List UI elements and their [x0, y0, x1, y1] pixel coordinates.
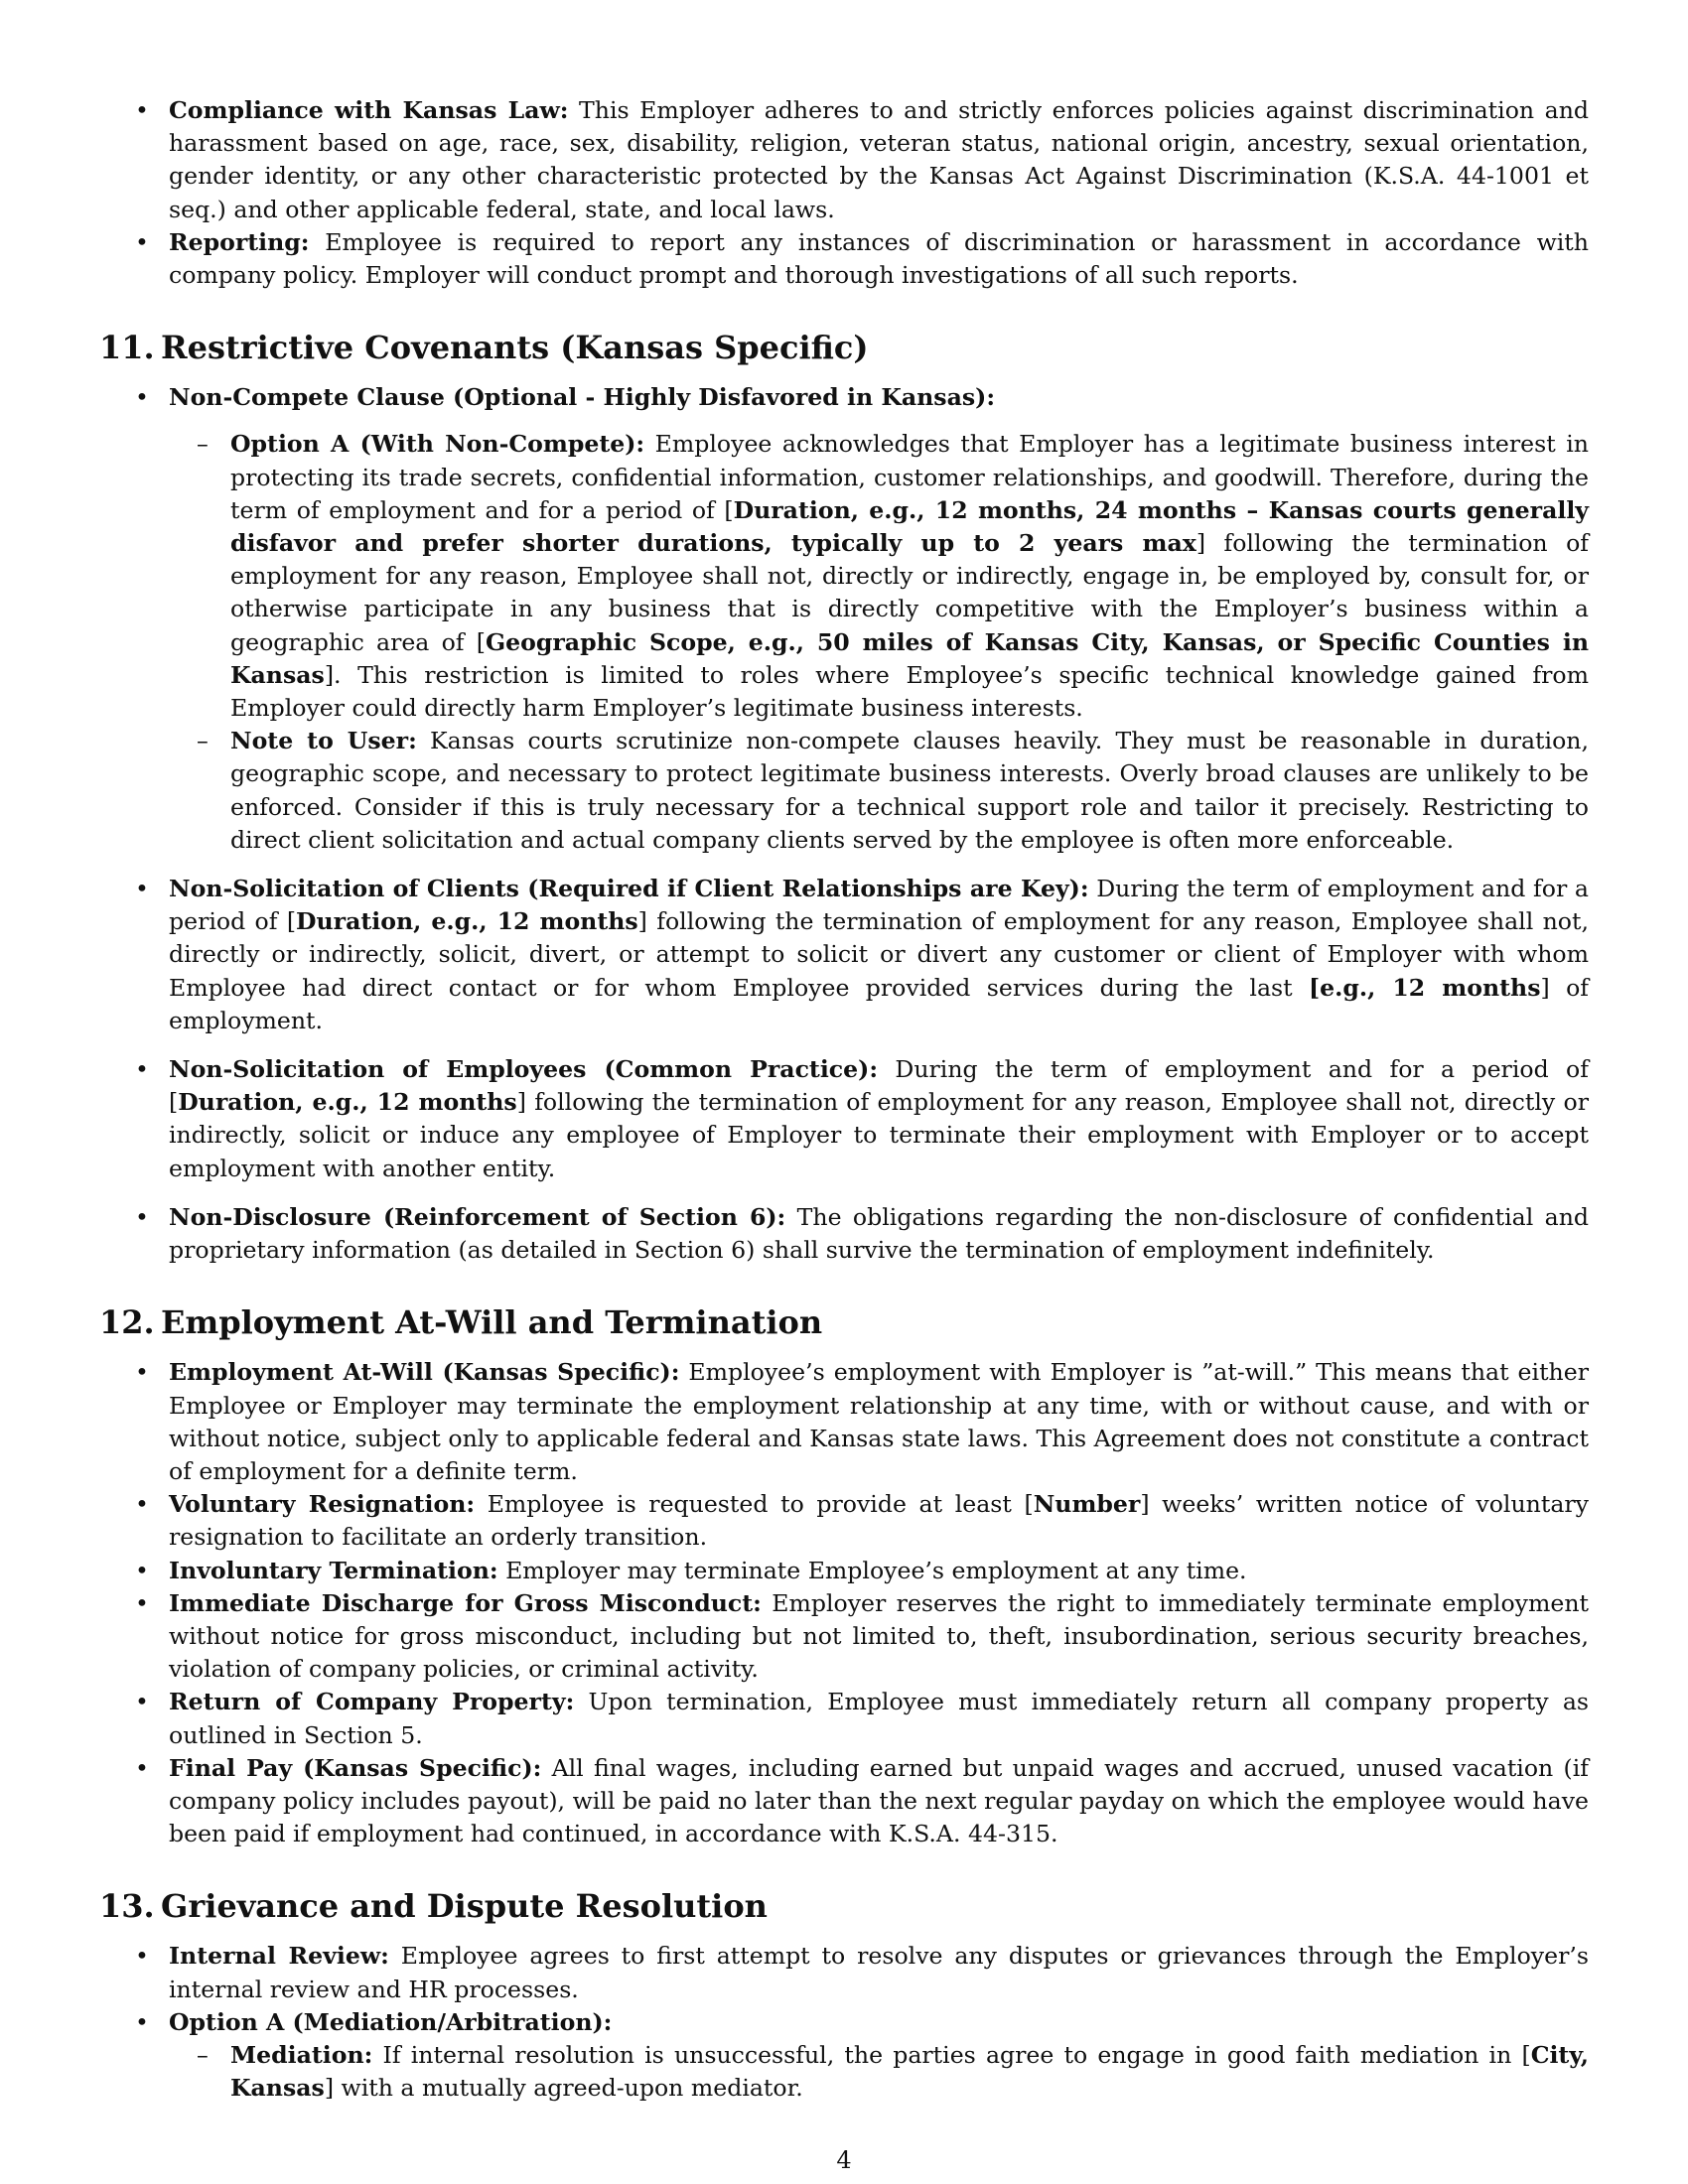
section-heading-11 — [99, 328, 1589, 367]
item-label: Reporting: — [169, 227, 310, 256]
section-heading-12 — [99, 1302, 1589, 1342]
list-item — [99, 1686, 1589, 1751]
section-number: 13. — [99, 1887, 155, 1926]
list-item — [99, 1356, 1589, 1488]
item-text: Employee’s employment with Employer is ”at-will.” This means that either Employee or Employer may terminate the employment relationship at any time, with or without cause, and with or without notice, subject only to applicable federal and Kansas state laws. This Agreement does not constitute a contract of employment for a definite term. — [169, 1358, 1589, 1485]
item-label: Employment At-Will (Kansas Specific): — [169, 1358, 680, 1387]
sub-list — [169, 2039, 1589, 2105]
section-number: 12. — [99, 1303, 155, 1342]
sub-item-option-a — [169, 428, 1589, 725]
item-text: During the term of employment and for a period of [ — [169, 1055, 1589, 1117]
item-label: Non-Compete Clause (Optional - Highly Disfavored in Kansas): — [169, 383, 996, 412]
item-text: Kansas courts scrutinize non-compete clauses heavily. They must be reasonable in duration, geographic scope, and necessary to protect legitimate business interests. Overly broad clauses are unlikely to be enforced. Consider if this is truly necessary for a technical support role and tailor it precisely. Restricting to direct client solicitation and actual company clients served by the employee is often more enforceable. — [230, 727, 1589, 854]
list-item-non-compete — [99, 381, 1589, 857]
list-item — [99, 1940, 1589, 2005]
list-item-non-solicit-clients — [99, 873, 1589, 1037]
item-text: ] following the termination of employment for any reason, Employee shall not, directly or indirectly, solicit, divert, or attempt to solicit or divert any customer or client of Employer with whom Employee had direct contact or for whom Employee provided services during the last — [169, 907, 1589, 1002]
list-item-non-disclosure — [99, 1201, 1589, 1267]
item-text: All final wages, including earned but unpaid wages and accrued, unused vacation (if company policy includes payout), will be paid no later than the next regular payday on which the employee would have been paid if employment had continued, in accordance with K.S.A. 44-315. — [169, 1753, 1589, 1848]
item-text: Employee is required to report any instances of discrimination or harassment in accordance with company policy. Employer will conduct prompt and thorough investigations of all such reports. — [169, 227, 1589, 290]
item-text: Employer reserves the right to immediately terminate employment without notice for gross misconduct, including but not limited to, theft, insubordination, serious security breaches, violation of company policies, or criminal activity. — [169, 1588, 1589, 1684]
placeholder-duration: Duration, e.g., 12 months, 24 months – Kansas courts generally disfavor and prefer shorter durations, typically up to 2 years max — [230, 495, 1589, 558]
section-title: Grievance and Dispute Resolution — [161, 1887, 768, 1926]
item-text: Upon termination, Employee must immediately return all company property as outlined in Section 5. — [169, 1688, 1589, 1749]
section-number: 11. — [99, 329, 155, 367]
item-label: Final Pay (Kansas Specific): — [169, 1753, 542, 1782]
placeholder-number: Number — [1033, 1490, 1141, 1519]
item-label: Non-Solicitation of Employees (Common Practice): — [169, 1055, 879, 1084]
section-title: Restrictive Covenants (Kansas Specific) — [161, 329, 869, 367]
section-title: Employment At-Will and Termination — [161, 1303, 823, 1342]
placeholder-city: City, Kansas — [230, 2040, 1589, 2103]
item-text: This Employer adheres to and strictly enforces policies against discrimination and harassment based on age, race, sex, disability, religion, veteran status, national origin, ancestry, sexual orientation, gender identity, or any other characteristic protected by the Kansas Act Against Discrimination (K.S.A. 44-1001 et seq.) and other applicable federal, state, and local laws. — [169, 96, 1589, 223]
section-13-list — [99, 1940, 1589, 2105]
sub-item-note — [169, 725, 1589, 857]
item-label: Immediate Discharge for Gross Misconduct: — [169, 1588, 762, 1617]
item-text: ]. This restriction is limited to roles where Employee’s specific technical knowledge gained from Employer could directly harm Employer’s legitimate business interests. — [230, 660, 1589, 723]
list-item-non-solicit-employees — [99, 1053, 1589, 1185]
placeholder-duration: Duration, e.g., 12 months — [296, 907, 638, 936]
item-label: Voluntary Resignation: — [169, 1490, 476, 1519]
item-text: Employee is requested to provide at least [ — [475, 1490, 1034, 1519]
section-11-list — [99, 381, 1589, 1267]
list-item — [99, 2006, 1589, 2106]
item-text: ] following the termination of employment for any reason, Employee shall not, directly or indirectly, engage in, be employed by, consult for, or otherwise participate in any business that is directly competitive with the Employer’s business within a geographic area of [ — [230, 529, 1590, 656]
item-text: Employee acknowledges that Employer has a legitimate business interest in protecting its trade secrets, confidential information, customer relationships, and goodwill. Therefore, during the term of employment and for a period of [ — [230, 430, 1589, 524]
item-label: Mediation: — [230, 2040, 373, 2069]
list-item — [99, 1752, 1589, 1851]
item-label: Internal Review: — [169, 1942, 389, 1971]
item-text: If internal resolution is unsuccessful, the parties agree to engage in good faith mediation in [ — [372, 2040, 1531, 2069]
list-item — [99, 1587, 1589, 1687]
item-label: Compliance with Kansas Law: — [169, 96, 569, 124]
item-text: During the term of employment and for a period of [ — [169, 875, 1589, 936]
item-label: Involuntary Termination: — [169, 1556, 498, 1584]
placeholder-geographic: Geographic Scope, e.g., 50 miles of Kansas City, Kansas, or Specific Counties in Kansas — [230, 627, 1590, 689]
sub-list — [169, 428, 1589, 857]
item-label: Non-Disclosure (Reinforcement of Section 6): — [169, 1202, 786, 1231]
section-heading-13 — [99, 1886, 1589, 1926]
pre-list — [99, 94, 1589, 292]
list-item — [99, 1555, 1589, 1587]
item-text: Employer may terminate Employee’s employment at any time. — [497, 1556, 1247, 1584]
item-label: Note to User: — [230, 727, 417, 755]
placeholder-duration: Duration, e.g., 12 months — [178, 1088, 517, 1117]
item-text: ] with a mutually agreed-upon mediator. — [324, 2074, 803, 2103]
item-label: Return of Company Property: — [169, 1688, 575, 1716]
item-text: Employee agrees to first attempt to resolve any disputes or grievances through the Employer’s internal review and HR processes. — [169, 1942, 1589, 2003]
item-text: ] following the termination of employment for any reason, Employee shall not, directly or indirectly, solicit or induce any employee of Employer to terminate their employment with Employer or to accept employment with another entity. — [169, 1088, 1589, 1182]
placeholder-months: [e.g., 12 months — [1309, 973, 1541, 1002]
list-item — [99, 1488, 1589, 1554]
item-text: ] weeks’ written notice of voluntary resignation to facilitate an orderly transition. — [169, 1490, 1589, 1552]
item-text: ] of employment. — [169, 973, 1590, 1034]
item-label: Option A (With Non-Compete): — [230, 430, 645, 459]
document-page — [99, 94, 1589, 2105]
item-text: The obligations regarding the non-disclosure of confidential and proprietary information (as detailed in Section 6) shall survive the termination of employment indefinitely. — [169, 1202, 1589, 1265]
list-item — [99, 94, 1589, 226]
sub-item-mediation — [169, 2039, 1589, 2105]
item-label: Non-Solicitation of Clients (Required if Client Relationships are Key): — [169, 875, 1089, 903]
item-label: Option A (Mediation/Arbitration): — [169, 2007, 613, 2036]
section-12-list — [99, 1356, 1589, 1850]
page-number: 4 — [836, 2146, 852, 2174]
list-item — [99, 226, 1589, 292]
